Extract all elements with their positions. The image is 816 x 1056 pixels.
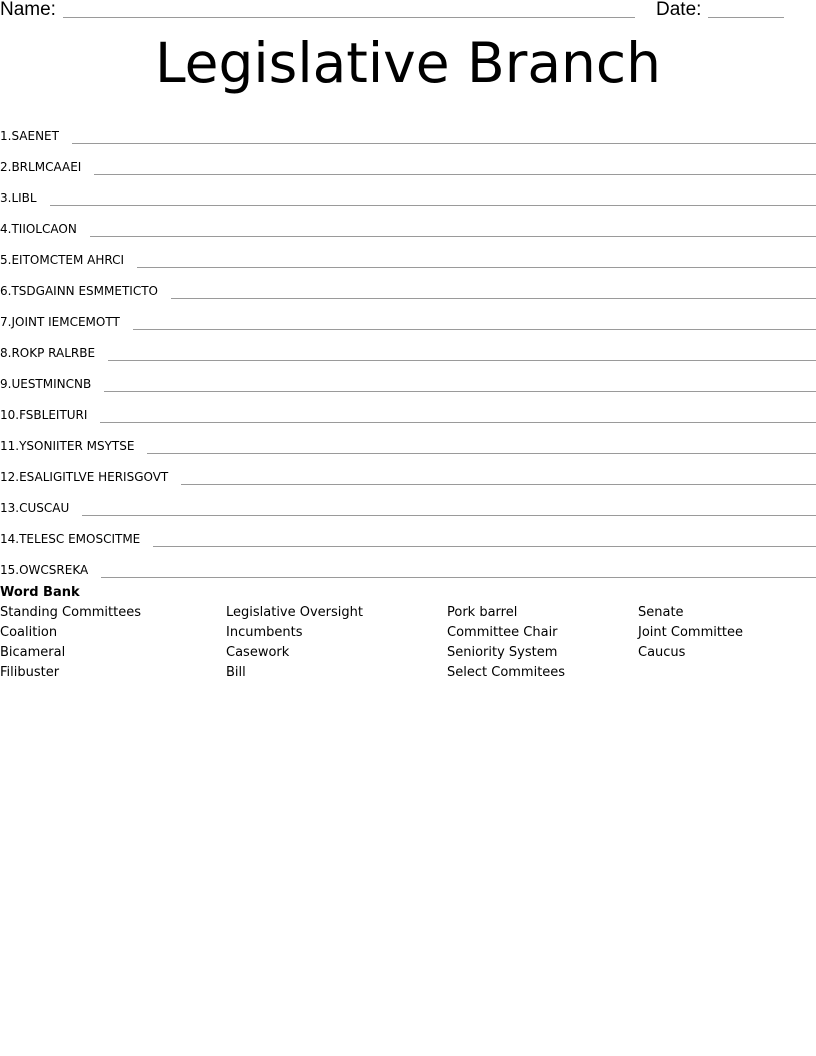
- word-bank-entry: Coalition: [0, 625, 58, 640]
- word-bank-column: [638, 605, 743, 665]
- answer-line[interactable]: [90, 236, 816, 237]
- answer-line[interactable]: [181, 484, 816, 485]
- scrambled-word: TELESC EMOSCITME: [19, 532, 141, 546]
- item-number: 7.: [0, 315, 12, 329]
- word-bank-column: [447, 605, 565, 685]
- answer-line[interactable]: [82, 515, 816, 516]
- item-number: 4.: [0, 222, 12, 236]
- word-bank-entry: Casework: [226, 645, 290, 660]
- list-item: [0, 236, 816, 267]
- answer-line[interactable]: [108, 360, 816, 361]
- name-field-line[interactable]: [63, 17, 635, 18]
- header-row: [0, 0, 816, 24]
- scrambled-word: EITOMCTEM AHRCI: [11, 253, 125, 267]
- word-bank-entry: Pork barrel: [447, 605, 518, 620]
- answer-line[interactable]: [101, 577, 816, 578]
- scrambled-word-list: [0, 112, 816, 577]
- answer-line[interactable]: [137, 267, 816, 268]
- word-bank-entry: Bill: [226, 665, 246, 680]
- word-bank-entry: Incumbents: [226, 625, 303, 640]
- word-bank-entry: Standing Committees: [0, 605, 141, 620]
- list-item: [0, 329, 816, 360]
- answer-line[interactable]: [104, 391, 816, 392]
- word-bank-entry: Legislative Oversight: [226, 605, 364, 620]
- answer-line[interactable]: [72, 143, 816, 144]
- item-number: 9.: [0, 377, 12, 391]
- answer-line[interactable]: [94, 174, 816, 175]
- item-number: 6.: [0, 284, 12, 298]
- word-bank-entry: Joint Committee: [638, 625, 744, 640]
- page-title: Legislative Branch: [154, 31, 662, 95]
- word-bank-column: [0, 605, 141, 685]
- list-item: [0, 453, 816, 484]
- word-bank-entry: Committee Chair: [447, 625, 558, 640]
- item-number: 14.: [0, 532, 20, 546]
- scrambled-word: FSBLEITURI: [19, 408, 88, 422]
- answer-line[interactable]: [50, 205, 816, 206]
- scrambled-word: ROKP RALRBE: [11, 346, 96, 360]
- word-bank-entry: Select Commitees: [447, 665, 566, 680]
- scrambled-word: UESTMINCNB: [11, 377, 92, 391]
- word-bank-entry: Bicameral: [0, 645, 66, 660]
- list-item: [0, 546, 816, 577]
- list-item: [0, 515, 816, 546]
- list-item: [0, 174, 816, 205]
- word-bank-entry: Filibuster: [0, 665, 60, 680]
- word-bank: [0, 585, 816, 680]
- word-bank-entry: Caucus: [638, 645, 686, 660]
- item-number: 10.: [0, 408, 20, 422]
- scrambled-word: ESALIGITLVE HERISGOVT: [19, 470, 169, 484]
- word-bank-entry: Seniority System: [447, 645, 558, 660]
- name-label: Name:: [0, 0, 56, 20]
- word-bank-column: [226, 605, 363, 685]
- scrambled-word: TSDGAINN ESMMETICTO: [11, 284, 158, 298]
- scrambled-word: YSONIITER MSYTSE: [19, 439, 135, 453]
- item-number: 5.: [0, 253, 12, 267]
- answer-line[interactable]: [171, 298, 816, 299]
- item-number: 8.: [0, 346, 12, 360]
- word-bank-title: Word Bank: [0, 585, 80, 600]
- scrambled-word: CUSCAU: [19, 501, 70, 515]
- list-item: [0, 422, 816, 453]
- list-item: [0, 484, 816, 515]
- list-item: [0, 112, 816, 143]
- list-item: [0, 391, 816, 422]
- item-number: 1.: [0, 129, 12, 143]
- scrambled-word: SAENET: [11, 129, 59, 143]
- scrambled-word: JOINT IEMCEMOTT: [11, 315, 120, 329]
- list-item: [0, 143, 816, 174]
- word-bank-entry: Senate: [638, 605, 684, 620]
- item-number: 2.: [0, 160, 12, 174]
- item-number: 12.: [0, 470, 20, 484]
- answer-line[interactable]: [147, 453, 816, 454]
- scrambled-word: OWCSREKA: [19, 563, 89, 577]
- item-number: 3.: [0, 191, 12, 205]
- list-item: [0, 360, 816, 391]
- list-item: [0, 298, 816, 329]
- answer-line[interactable]: [100, 422, 816, 423]
- answer-line[interactable]: [153, 546, 816, 547]
- item-number: 15.: [0, 563, 20, 577]
- item-number: 11.: [0, 439, 20, 453]
- list-item: [0, 205, 816, 236]
- scrambled-word: LIBL: [11, 191, 37, 205]
- list-item: [0, 267, 816, 298]
- date-label: Date:: [656, 0, 702, 20]
- date-field-line[interactable]: [708, 17, 784, 18]
- answer-line[interactable]: [133, 329, 816, 330]
- scrambled-word: TIIOLCAON: [11, 222, 77, 236]
- item-number: 13.: [0, 501, 20, 515]
- scrambled-word: BRLMCAAEI: [11, 160, 82, 174]
